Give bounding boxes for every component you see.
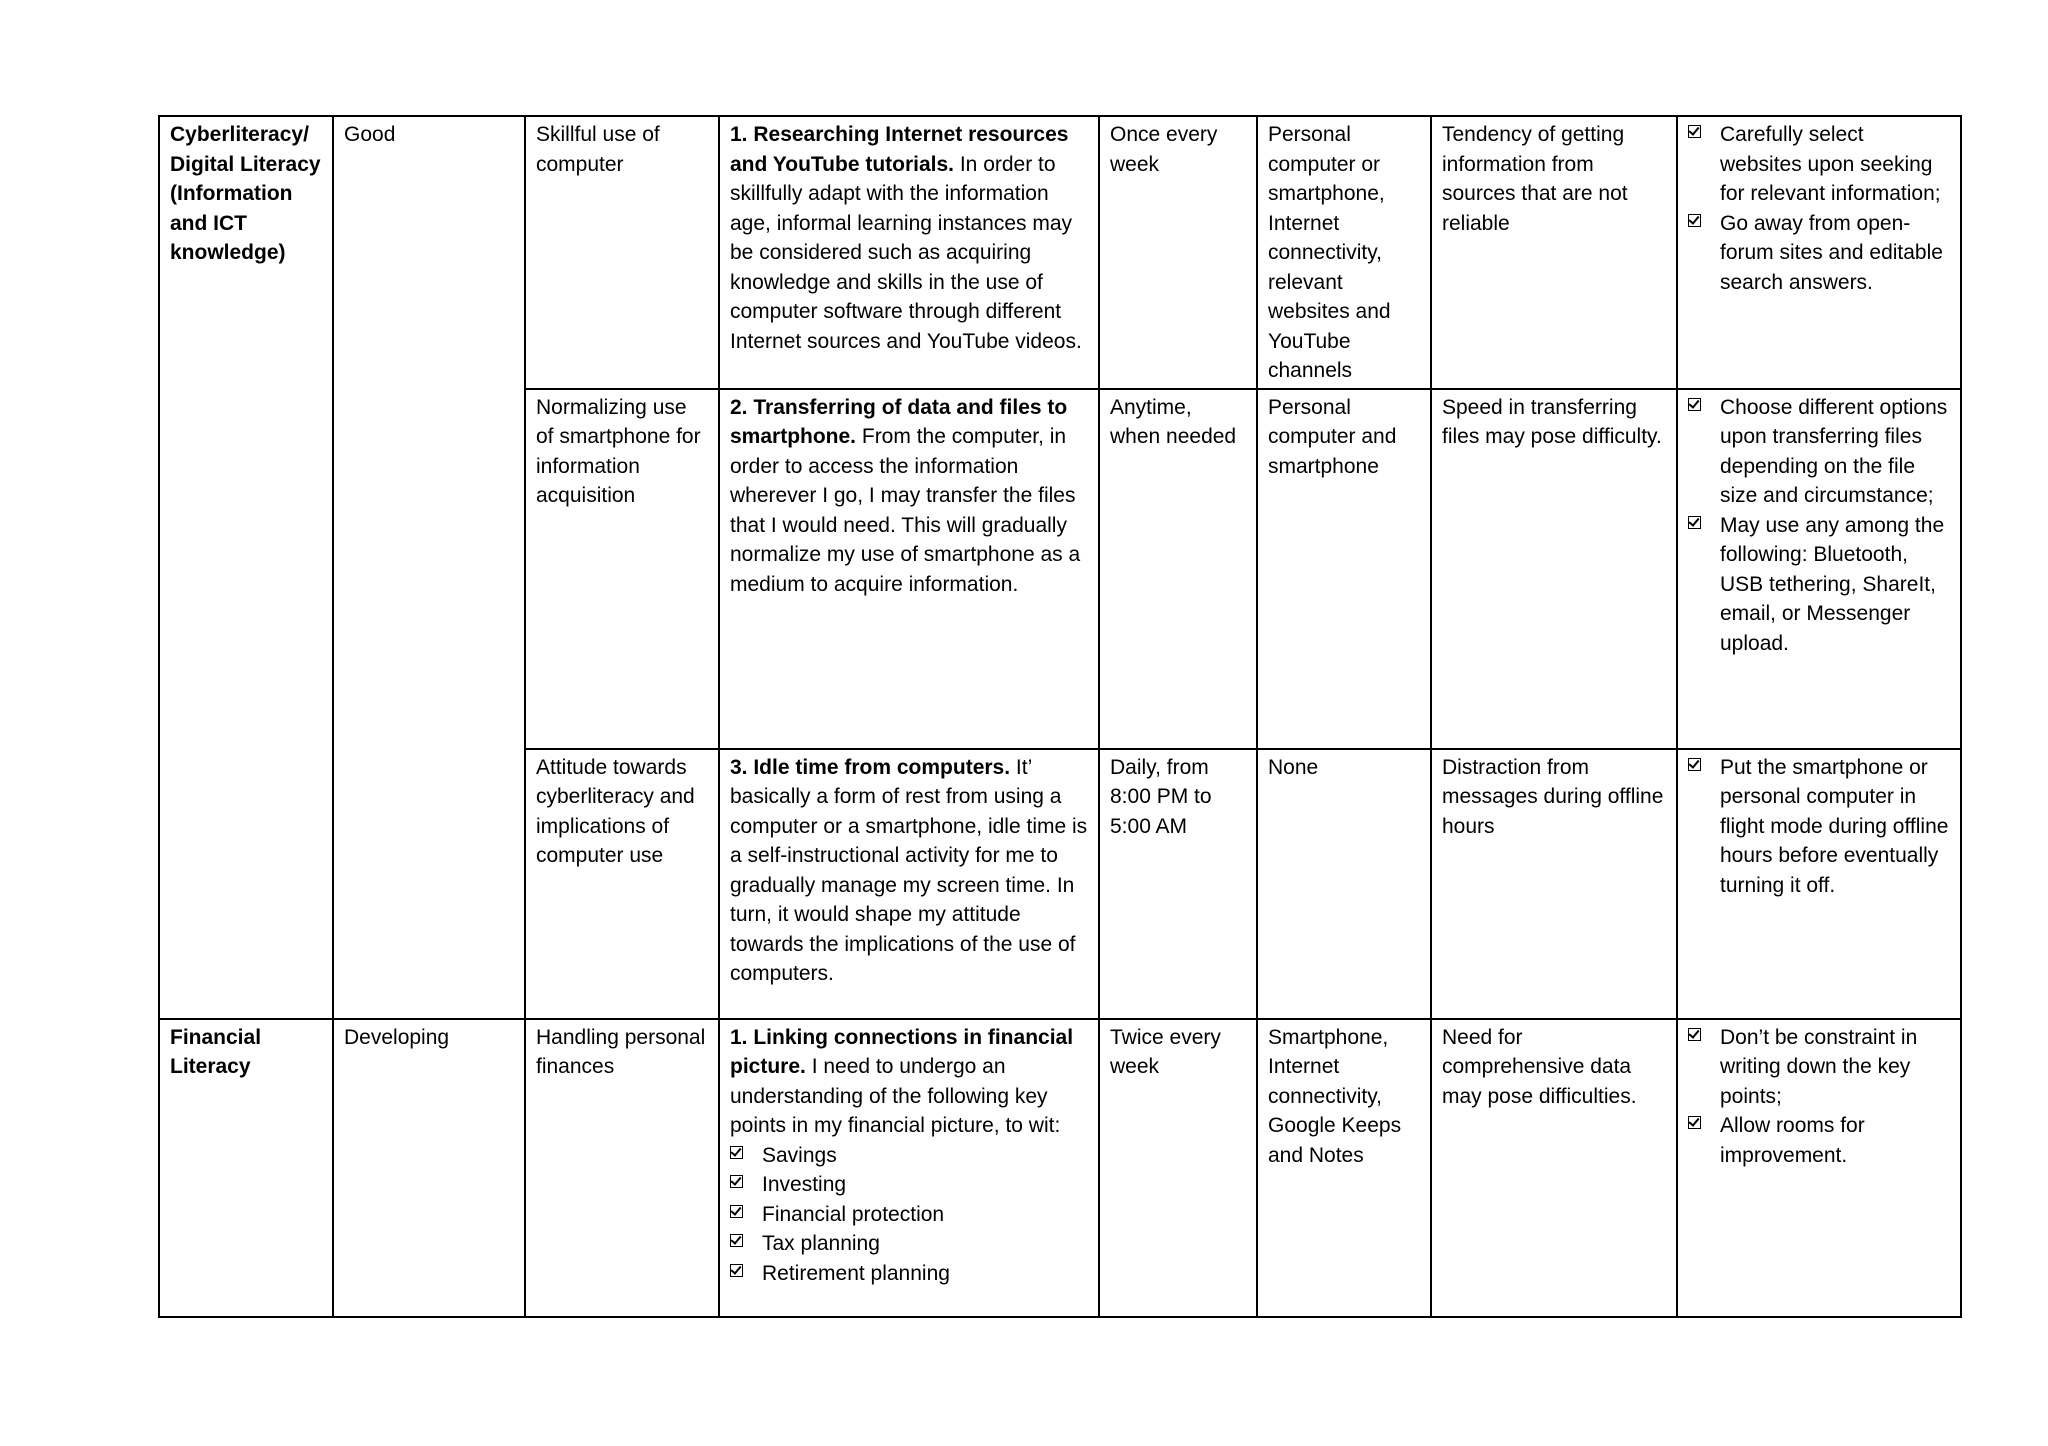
checkbox-checked-icon — [1688, 516, 1701, 529]
checkbox-checked-icon — [730, 1175, 743, 1188]
list-item: Allow rooms for improvement. — [1688, 1111, 1950, 1170]
solutions-list — [1688, 120, 1950, 297]
activity-text: In order to skillfully adapt with the information age, informal learning instances may be considered such as acquiring knowledge and skills in the use of computer software through different Internet sources and YouTube videos. — [730, 152, 1082, 353]
timeframe-cell: Twice every week — [1099, 1019, 1257, 1317]
resources-cell: None — [1257, 749, 1431, 1019]
list-item: Put the smartphone or personal computer in flight mode during offline hours before eventually turning it off. — [1688, 753, 1950, 901]
activity-title: 1. Linking connections in financial picture. — [730, 1025, 1074, 1078]
activity-text: I need to undergo an understanding of the following key points in my financial picture, to wit: — [730, 1055, 1061, 1137]
timeframe-cell: Once every week — [1099, 116, 1257, 389]
list-item: Retirement planning — [730, 1259, 1088, 1289]
timeframe-cell: Anytime, when needed — [1099, 389, 1257, 749]
checkbox-checked-icon — [1688, 125, 1701, 138]
activity-cell — [719, 1019, 1099, 1317]
activity-title: 3. Idle time from computers. — [730, 755, 1011, 779]
checkbox-checked-icon — [1688, 1116, 1701, 1129]
resources-cell: Personal computer or smartphone, Internet connectivity, relevant websites and YouTube channels — [1257, 116, 1431, 389]
checkbox-checked-icon — [730, 1205, 743, 1218]
solutions-cell — [1677, 116, 1961, 389]
competency-cell: Handling personal finances — [525, 1019, 719, 1317]
checkbox-checked-icon — [1688, 1028, 1701, 1041]
checkbox-checked-icon — [1688, 398, 1701, 411]
activity-text: From the computer, in order to access the information wherever I go, I may transfer the files that I would need. This will gradually normalize my use of smartphone as a medium to acquire information. — [730, 425, 1081, 596]
checkbox-checked-icon — [1688, 214, 1701, 227]
solutions-list — [1688, 753, 1950, 901]
challenges-cell: Speed in transferring files may pose difficulty. — [1431, 389, 1677, 749]
list-item: Tax planning — [730, 1229, 1088, 1259]
table-row — [159, 116, 1961, 389]
learning-plan-table — [158, 115, 1962, 1318]
solutions-cell — [1677, 1019, 1961, 1317]
solutions-list — [1688, 1023, 1950, 1171]
list-item: Choose different options upon transferring files depending on the file size and circumstance; — [1688, 393, 1950, 511]
competency-cell: Normalizing use of smartphone for information acquisition — [525, 389, 719, 749]
list-item: Go away from open-forum sites and editable search answers. — [1688, 209, 1950, 298]
list-item: Financial protection — [730, 1200, 1088, 1230]
challenges-cell: Distraction from messages during offline hours — [1431, 749, 1677, 1019]
competency-cell: Skillful use of computer — [525, 116, 719, 389]
list-item: Savings — [730, 1141, 1088, 1171]
literacy-area-cell: Cyberliteracy/ Digital Literacy (Information and ICT knowledge) — [159, 116, 333, 1019]
list-item: May use any among the following: Bluetooth, USB tethering, ShareIt, email, or Messenger upload. — [1688, 511, 1950, 659]
challenges-cell: Need for comprehensive data may pose difficulties. — [1431, 1019, 1677, 1317]
key-points-list — [730, 1141, 1088, 1289]
list-item: Don’t be constraint in writing down the key points; — [1688, 1023, 1950, 1112]
solutions-cell — [1677, 389, 1961, 749]
table-row — [159, 1019, 1961, 1317]
checkbox-checked-icon — [730, 1146, 743, 1159]
resources-cell: Personal computer and smartphone — [1257, 389, 1431, 749]
document-page — [158, 115, 1954, 1318]
checkbox-checked-icon — [730, 1264, 743, 1277]
solutions-cell — [1677, 749, 1961, 1019]
resources-cell: Smartphone, Internet connectivity, Google Keeps and Notes — [1257, 1019, 1431, 1317]
activity-title: 1. Researching Internet resources and YouTube tutorials. — [730, 123, 1069, 176]
activity-cell — [719, 116, 1099, 389]
activity-title: 2. Transferring of data and files to smartphone. — [730, 395, 1068, 448]
checkbox-checked-icon — [1688, 758, 1701, 771]
checkbox-checked-icon — [730, 1234, 743, 1247]
competency-cell: Attitude towards cyberliteracy and implications of computer use — [525, 749, 719, 1019]
list-item: Carefully select websites upon seeking for relevant information; — [1688, 120, 1950, 209]
solutions-list — [1688, 393, 1950, 659]
challenges-cell: Tendency of getting information from sources that are not reliable — [1431, 116, 1677, 389]
list-item: Investing — [730, 1170, 1088, 1200]
timeframe-cell: Daily, from 8:00 PM to 5:00 AM — [1099, 749, 1257, 1019]
level-cell: Good — [333, 116, 525, 1019]
activity-text: It’ basically a form of rest from using a computer or a smartphone, idle time is a self-instructional activity for me to gradually manage my screen time. In turn, it would shape my attitude towards the implications of the use of computers. — [730, 755, 1088, 985]
literacy-area-cell: Financial Literacy — [159, 1019, 333, 1317]
activity-cell — [719, 389, 1099, 749]
activity-cell — [719, 749, 1099, 1019]
level-cell: Developing — [333, 1019, 525, 1317]
